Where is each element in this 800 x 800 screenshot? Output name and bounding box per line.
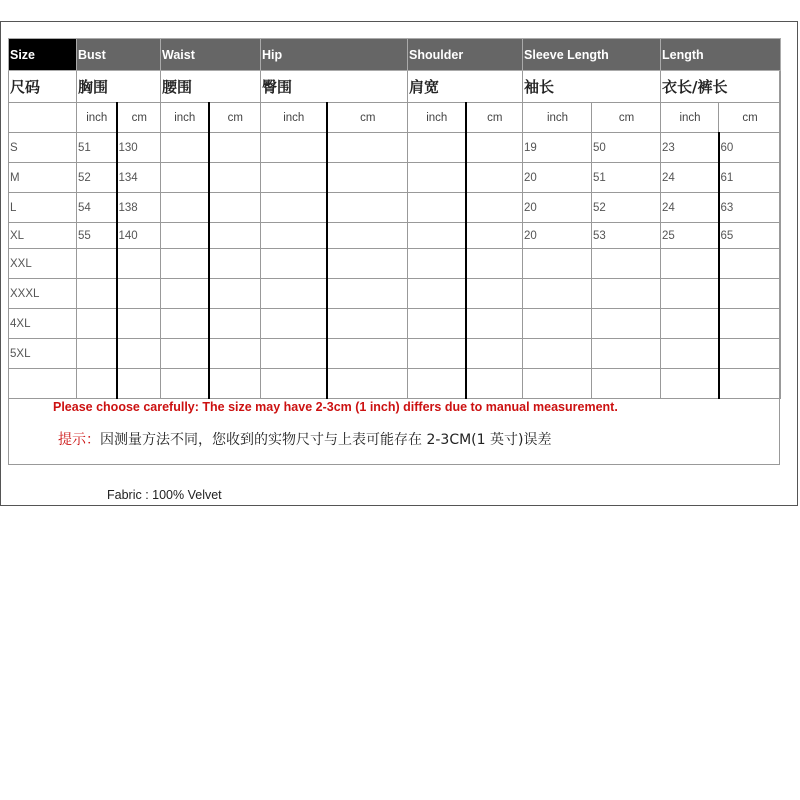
value-cell: [408, 249, 466, 279]
value-cell: [408, 279, 466, 309]
value-cell: [466, 339, 523, 369]
header-zh-size: 尺码: [9, 71, 77, 103]
value-cell: [466, 133, 523, 163]
value-cell: [161, 309, 209, 339]
value-cell: [77, 279, 117, 309]
value-cell: 19: [523, 133, 592, 163]
value-cell: 61: [719, 163, 781, 193]
value-cell: [327, 309, 408, 339]
table-row: [9, 249, 781, 279]
units-blank: [9, 103, 77, 133]
value-cell: [327, 223, 408, 249]
header-row-zh: [9, 71, 781, 103]
unit-inch: inch: [77, 103, 117, 133]
value-cell: [408, 133, 466, 163]
header-row-en: [9, 39, 781, 71]
value-cell: [209, 133, 261, 163]
size-cell: 5XL: [9, 339, 77, 369]
value-cell: 65: [719, 223, 781, 249]
value-cell: [161, 223, 209, 249]
value-cell: [466, 279, 523, 309]
value-cell: 20: [523, 223, 592, 249]
value-cell: [261, 133, 327, 163]
size-cell: XL: [9, 223, 77, 249]
value-cell: [466, 223, 523, 249]
header-zh-hip: 臀围: [261, 71, 408, 103]
value-cell: [466, 249, 523, 279]
size-cell: L: [9, 193, 77, 223]
value-cell: [161, 193, 209, 223]
value-cell: [209, 193, 261, 223]
value-cell: [592, 279, 661, 309]
value-cell: [261, 249, 327, 279]
value-cell: [523, 309, 592, 339]
table-row: [9, 223, 781, 249]
value-cell: [327, 279, 408, 309]
value-cell: [117, 279, 161, 309]
value-cell: [719, 309, 781, 339]
value-cell: [327, 163, 408, 193]
value-cell: [466, 193, 523, 223]
unit-inch: inch: [523, 103, 592, 133]
value-cell: 140: [117, 223, 161, 249]
header-shoulder: Shoulder: [408, 39, 523, 71]
value-cell: [661, 339, 719, 369]
header-bust: Bust: [77, 39, 161, 71]
value-cell: 52: [592, 193, 661, 223]
size-chart-table: [8, 38, 781, 399]
size-cell: XXL: [9, 249, 77, 279]
value-cell: [327, 339, 408, 369]
header-zh-shoulder: 肩宽: [408, 71, 523, 103]
value-cell: [261, 223, 327, 249]
value-cell: 20: [523, 163, 592, 193]
value-cell: [719, 249, 781, 279]
value-cell: 54: [77, 193, 117, 223]
value-cell: [261, 279, 327, 309]
value-cell: [77, 309, 117, 339]
value-cell: [209, 309, 261, 339]
table-row: [9, 193, 781, 223]
value-cell: [161, 339, 209, 369]
unit-cm: cm: [719, 103, 781, 133]
note-chinese: [58, 429, 551, 449]
value-cell: 60: [719, 133, 781, 163]
unit-cm: cm: [592, 103, 661, 133]
units-row: [9, 103, 781, 133]
header-zh-bust: 胸围: [77, 71, 161, 103]
value-cell: 25: [661, 223, 719, 249]
value-cell: 63: [719, 193, 781, 223]
size-rows: [9, 133, 781, 399]
header-size: Size: [9, 39, 77, 71]
size-cell: 4XL: [9, 309, 77, 339]
value-cell: [209, 339, 261, 369]
unit-inch: inch: [661, 103, 719, 133]
value-cell: [592, 309, 661, 339]
value-cell: [661, 279, 719, 309]
value-cell: [719, 339, 781, 369]
unit-cm: cm: [466, 103, 523, 133]
table-row: [9, 309, 781, 339]
value-cell: [117, 249, 161, 279]
value-cell: [261, 309, 327, 339]
unit-inch: inch: [261, 103, 327, 133]
value-cell: 134: [117, 163, 161, 193]
value-cell: [209, 279, 261, 309]
size-cell: M: [9, 163, 77, 193]
table-row: [9, 279, 781, 309]
value-cell: [77, 249, 117, 279]
value-cell: 50: [592, 133, 661, 163]
value-cell: 51: [592, 163, 661, 193]
value-cell: [209, 223, 261, 249]
value-cell: [161, 133, 209, 163]
value-cell: 24: [661, 193, 719, 223]
header-waist: Waist: [161, 39, 261, 71]
value-cell: [523, 339, 592, 369]
value-cell: 23: [661, 133, 719, 163]
value-cell: 130: [117, 133, 161, 163]
value-cell: [327, 249, 408, 279]
value-cell: [408, 339, 466, 369]
value-cell: 24: [661, 163, 719, 193]
value-cell: [592, 339, 661, 369]
size-cell: S: [9, 133, 77, 163]
value-cell: [466, 163, 523, 193]
value-cell: [117, 339, 161, 369]
value-cell: [408, 309, 466, 339]
value-cell: [661, 309, 719, 339]
unit-cm: cm: [117, 103, 161, 133]
value-cell: [161, 163, 209, 193]
value-cell: [209, 249, 261, 279]
notes-area: [9, 394, 779, 464]
table-row: [9, 133, 781, 163]
note-chinese-text: 因测量方法不同，您收到的实物尺寸与上表可能存在 2-3CM(1 英寸)误差: [100, 432, 552, 448]
value-cell: [408, 163, 466, 193]
value-cell: 51: [77, 133, 117, 163]
value-cell: [261, 339, 327, 369]
value-cell: [327, 193, 408, 223]
value-cell: [408, 193, 466, 223]
unit-cm: cm: [209, 103, 261, 133]
value-cell: [661, 249, 719, 279]
value-cell: [161, 249, 209, 279]
table-row: [9, 339, 781, 369]
header-zh-sleeve: 袖长: [523, 71, 661, 103]
size-cell: XXXL: [9, 279, 77, 309]
value-cell: [408, 223, 466, 249]
note-english: Please choose carefully: The size may have 2-3cm (1 inch) differs due to manual measurement.: [53, 400, 618, 414]
value-cell: [117, 309, 161, 339]
header-length: Length: [661, 39, 781, 71]
value-cell: [327, 133, 408, 163]
value-cell: [466, 309, 523, 339]
value-cell: [523, 279, 592, 309]
value-cell: [719, 279, 781, 309]
header-sleeve-length: Sleeve Length: [523, 39, 661, 71]
value-cell: [209, 163, 261, 193]
value-cell: [77, 339, 117, 369]
value-cell: 138: [117, 193, 161, 223]
value-cell: 55: [77, 223, 117, 249]
value-cell: [523, 249, 592, 279]
value-cell: [261, 193, 327, 223]
header-zh-length: 衣长/裤长: [661, 71, 781, 103]
value-cell: 52: [77, 163, 117, 193]
note-chinese-lead: 提示：: [58, 432, 100, 448]
value-cell: [261, 163, 327, 193]
table-row: [9, 163, 781, 193]
fabric-info: Fabric : 100% Velvet: [107, 488, 222, 502]
unit-inch: inch: [408, 103, 466, 133]
value-cell: [161, 279, 209, 309]
header-zh-waist: 腰围: [161, 71, 261, 103]
header-hip: Hip: [261, 39, 408, 71]
value-cell: 53: [592, 223, 661, 249]
unit-cm: cm: [327, 103, 408, 133]
value-cell: 20: [523, 193, 592, 223]
value-cell: [592, 249, 661, 279]
unit-inch: inch: [161, 103, 209, 133]
